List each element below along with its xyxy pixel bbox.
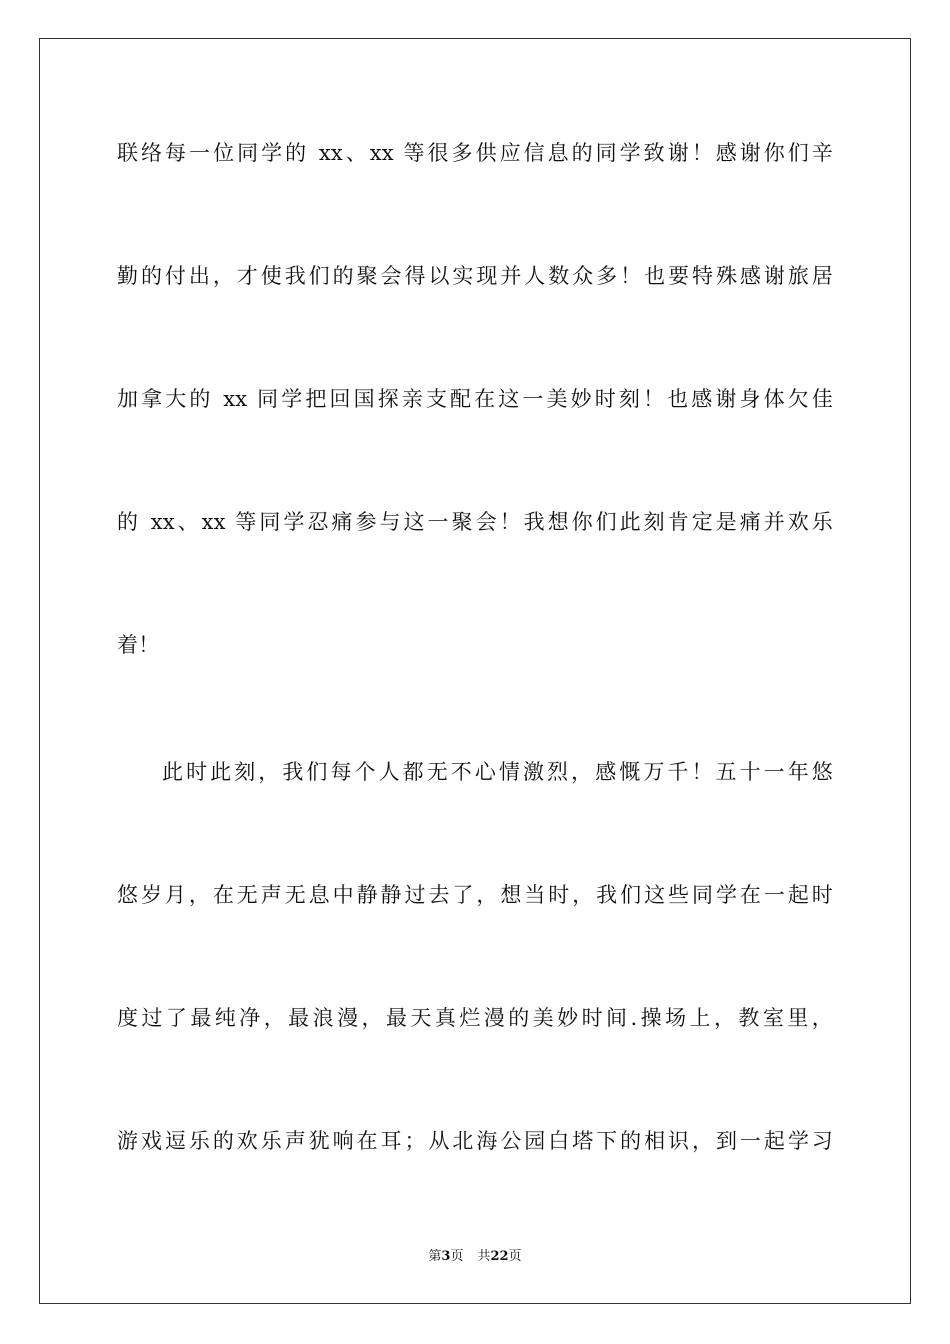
text-line-4: 的 xx、xx 等同学忍痛参与这一聚会！我想你们此刻肯定是痛并欢乐 [117, 510, 833, 534]
footer-page-number: 3 [441, 1249, 451, 1264]
text-line-5: 着！ [117, 633, 160, 657]
footer-page-prefix: 第 [428, 1249, 442, 1264]
footer-page-suffix: 页 [450, 1249, 464, 1264]
text-line-1: 联络每一位同学的 xx、xx 等很多供应信息的同学致谢！感谢你们辛 [117, 141, 833, 165]
page-footer [0, 1248, 950, 1266]
text-line-8: 度过了最纯净，最浪漫，最天真烂漫的美妙时间.操场上，教室里， [117, 1006, 833, 1030]
footer-total-suffix: 页 [508, 1249, 522, 1264]
footer-total-prefix: 共 [477, 1249, 491, 1264]
footer-total-pages: 22 [490, 1249, 509, 1264]
text-line-7: 悠岁月，在无声无息中静静过去了，想当时，我们这些同学在一起时 [117, 883, 833, 907]
page-border [39, 38, 911, 1304]
text-line-3: 加拿大的 xx 同学把回国探亲支配在这一美妙时刻！也感谢身体欠佳 [117, 387, 833, 411]
text-line-6: 此时此刻，我们每个人都无不心情激烈，感慨万千！五十一年悠 [162, 760, 833, 784]
text-line-2: 勤的付出，才使我们的聚会得以实现并人数众多！也要特殊感谢旅居 [117, 264, 833, 288]
text-line-9: 游戏逗乐的欢乐声犹响在耳；从北海公园白塔下的相识，到一起学习 [117, 1129, 833, 1153]
